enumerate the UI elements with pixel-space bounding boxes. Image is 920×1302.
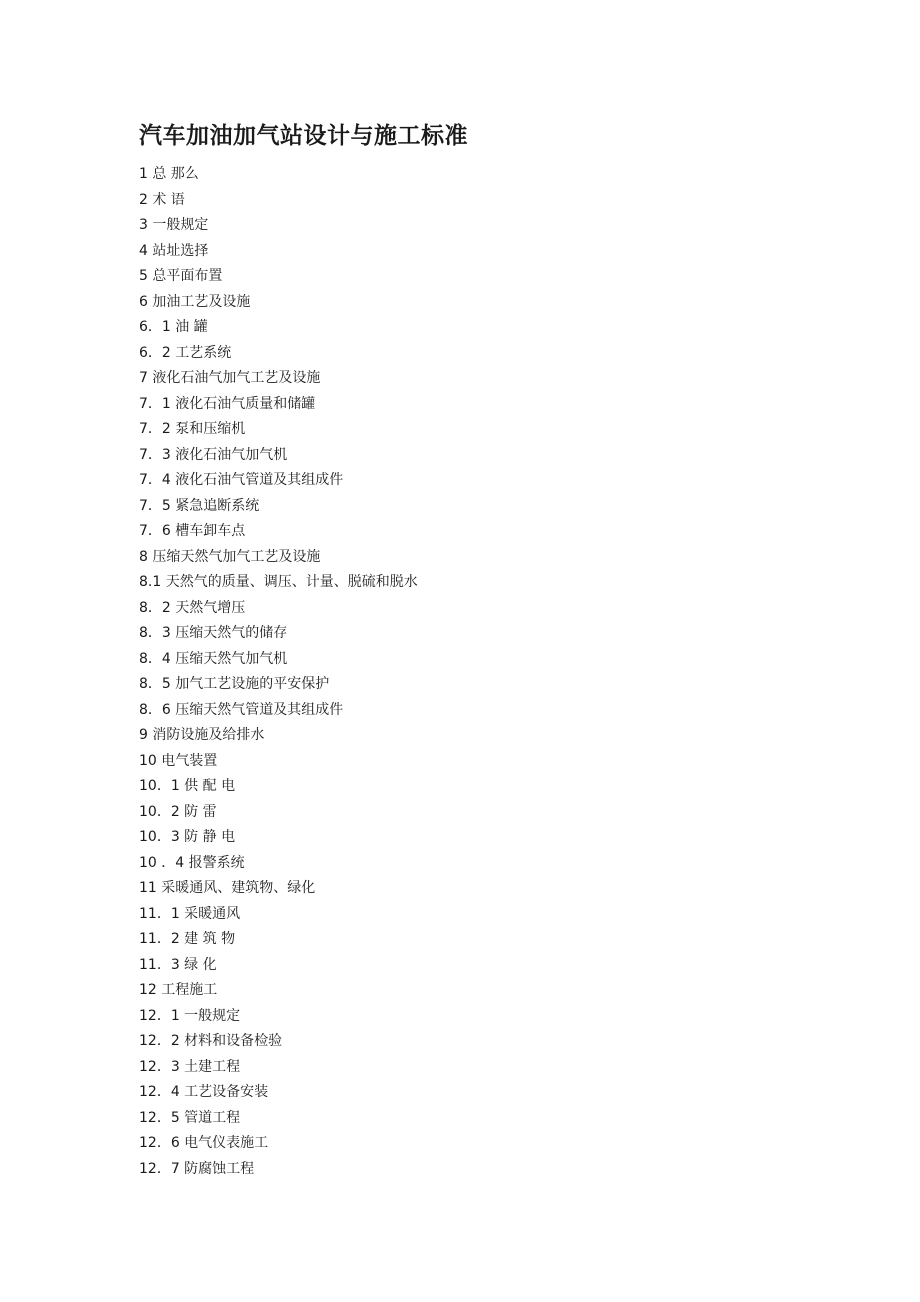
toc-item: 8．4 压缩天然气加气机 (139, 650, 288, 667)
toc-item: 8．3 压缩天然气的储存 (139, 625, 288, 641)
toc-item: 10 ．4 报警系统 (139, 854, 245, 871)
document-title: 汽车加油加气站设计与施工标准 (139, 123, 468, 149)
toc-item: 8．2 天然气增压 (139, 599, 246, 616)
toc-item: 1 总 那么 (139, 166, 199, 182)
toc-item: 6．2 工艺系统 (139, 344, 232, 361)
toc-item: 7．3 液化石油气加气机 (139, 446, 288, 463)
toc-item: 7．5 紧急追断系统 (139, 497, 260, 514)
toc-item: 12．5 管道工程 (139, 1109, 241, 1126)
toc-item: 8.1 天然气的质量、调压、计量、脱硫和脱水 (139, 574, 418, 590)
table-of-contents (139, 162, 418, 1182)
toc-item: 10．1 供 配 电 (139, 778, 236, 794)
toc-item: 7．4 液化石油气管道及其组成件 (139, 472, 344, 488)
toc-item: 7．6 槽车卸车点 (139, 523, 246, 539)
toc-item: 7．1 液化石油气质量和储罐 (139, 395, 316, 412)
toc-item: 12．6 电气仪表施工 (139, 1135, 269, 1151)
toc-item: 6 加油工艺及设施 (139, 293, 251, 310)
toc-item: 12．4 工艺设备安装 (139, 1084, 269, 1100)
toc-item: 10 电气装置 (139, 752, 218, 769)
toc-item: 11．3 绿 化 (139, 956, 217, 973)
toc-item: 12．7 防腐蚀工程 (139, 1160, 255, 1177)
toc-item: 3 一般规定 (139, 217, 209, 233)
toc-item: 4 站址选择 (139, 242, 209, 259)
toc-item: 8．5 加气工艺设施的平安保护 (139, 676, 330, 692)
toc-item: 12．3 土建工程 (139, 1058, 241, 1075)
toc-item: 11．1 采暖通风 (139, 905, 241, 922)
toc-item: 2 术 语 (139, 191, 185, 208)
toc-item: 9 消防设施及给排水 (139, 727, 265, 743)
toc-item: 12 工程施工 (139, 982, 218, 998)
toc-item: 12．1 一般规定 (139, 1007, 241, 1024)
toc-item: 12．2 材料和设备检验 (139, 1033, 283, 1049)
toc-item: 10．2 防 雷 (139, 803, 217, 820)
toc-item: 7 液化石油气加气工艺及设施 (139, 370, 321, 386)
toc-item: 8．6 压缩天然气管道及其组成件 (139, 701, 344, 718)
toc-item: 5 总平面布置 (139, 268, 223, 284)
toc-item: 6．1 油 罐 (139, 319, 208, 335)
toc-item: 11．2 建 筑 物 (139, 931, 236, 947)
toc-item: 7．2 泵和压缩机 (139, 421, 246, 437)
toc-item: 11 采暖通风、建筑物、绿化 (139, 880, 316, 896)
toc-item: 8 压缩天然气加气工艺及设施 (139, 548, 321, 565)
toc-item: 10．3 防 静 电 (139, 829, 236, 845)
